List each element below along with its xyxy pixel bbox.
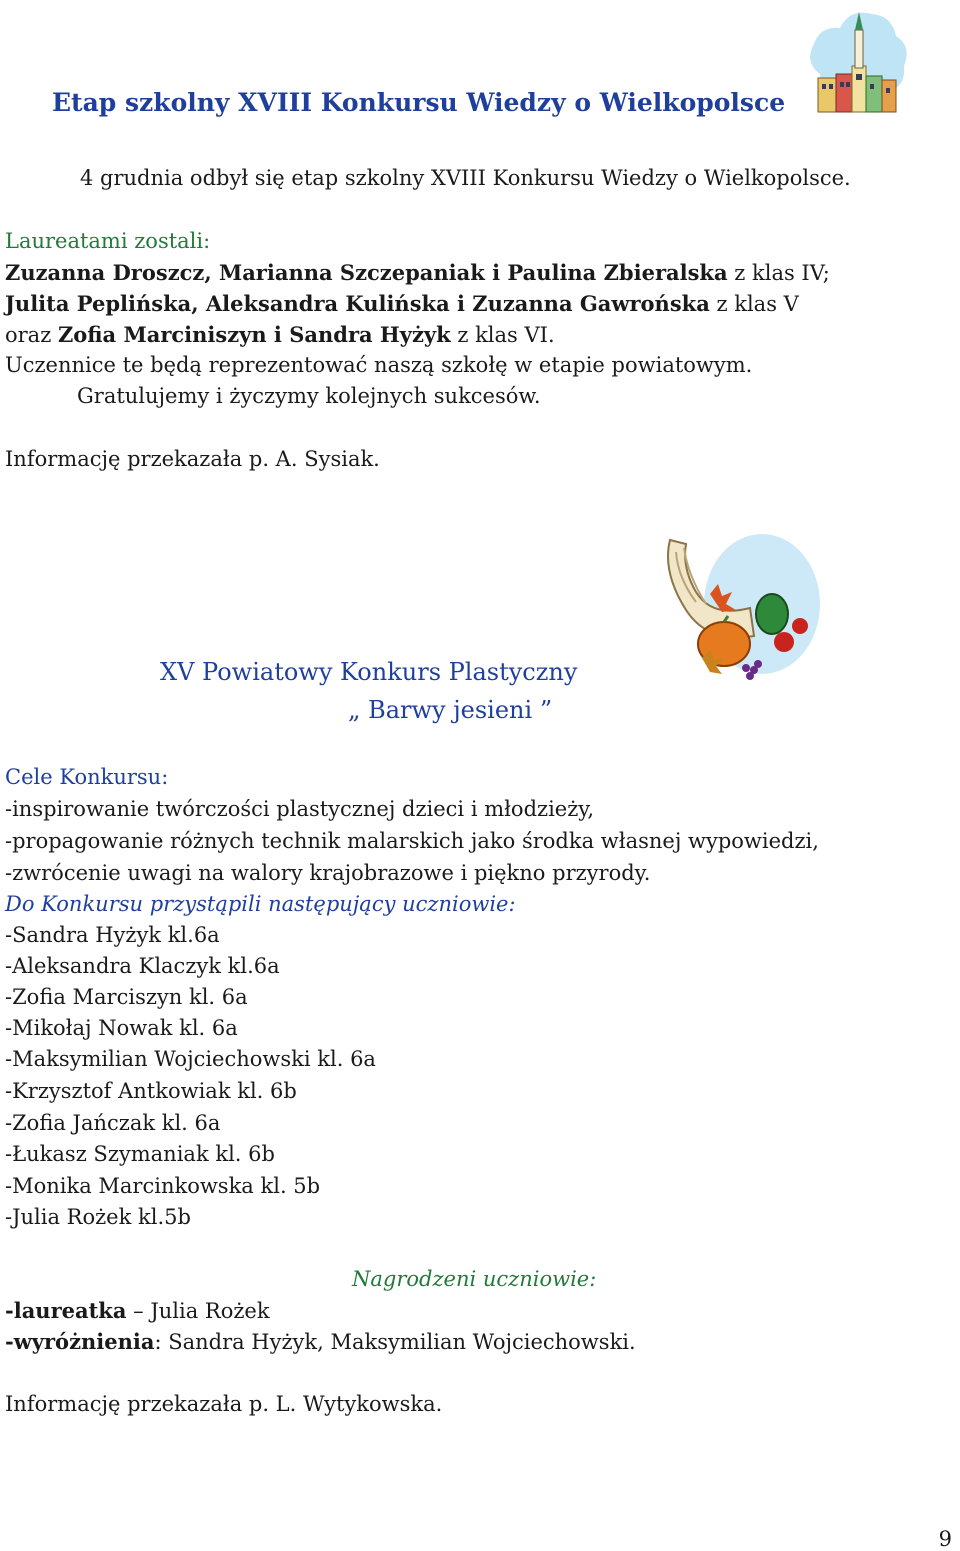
info-sysiak: Informację przekazała p. A. Sysiak. [5, 447, 380, 471]
congrats-text: Gratulujemy i życzymy kolejnych sukcesów. [77, 384, 541, 408]
participant-item: -Aleksandra Klaczyk kl.6a [5, 954, 280, 978]
contest-title: XV Powiatowy Konkurs Plastyczny [160, 658, 578, 686]
distinction-value: : Sandra Hyżyk, Maksymilian Wojciechowski. [154, 1330, 636, 1354]
cornucopia-icon [662, 532, 820, 688]
participant-item: -Julia Rożek kl.5b [5, 1205, 191, 1229]
poznan-town-hall-icon [800, 4, 912, 116]
participant-item: -Łukasz Szymaniak kl. 6b [5, 1142, 275, 1166]
represent-text: Uczennice te będą reprezentować naszą szkołę w etapie powiatowym. [5, 353, 753, 377]
participant-item: -Sandra Hyżyk kl.6a [5, 923, 220, 947]
laureates-prefix-3: oraz [5, 323, 58, 347]
laureates-line-3 [5, 319, 555, 351]
laureate-line [5, 1295, 270, 1327]
distinction-label: -wyróżnienia [5, 1329, 155, 1354]
participant-item: -Maksymilian Wojciechowski kl. 6a [5, 1047, 376, 1071]
goal-item: -zwrócenie uwagi na walory krajobrazowe i piękno przyrody. [5, 861, 651, 885]
goal-item: -inspirowanie twórczości plastycznej dzieci i młodzieży, [5, 797, 595, 821]
laureates-names-1: Zuzanna Droszcz, Marianna Szczepaniak i Paulina Zbieralska [5, 260, 728, 285]
section1-title: Etap szkolny XVIII Konkursu Wiedzy o Wielkopolsce [52, 88, 786, 117]
contest-subtitle: „ Barwy jesieni ” [348, 696, 553, 724]
participant-item: -Mikołaj Nowak kl. 6a [5, 1016, 238, 1040]
participant-item: -Zofia Marciszyn kl. 6a [5, 985, 248, 1009]
laureates-class-2: z klas V [709, 292, 799, 316]
distinction-line [5, 1326, 636, 1358]
intro-text: 4 grudnia odbył się etap szkolny XVIII Konkursu Wiedzy o Wielkopolsce. [80, 166, 851, 190]
goal-item: -propagowanie różnych technik malarskich jako środka własnej wypowiedzi, [5, 829, 819, 853]
participants-heading-text: Do Konkursu przystąpili następujący uczniowie: [5, 892, 516, 916]
goals-heading: Cele Konkursu: [5, 765, 169, 789]
laureate-label: -laureatka [5, 1298, 127, 1323]
awarded-heading [352, 1264, 596, 1295]
laureate-value: – Julia Rożek [126, 1299, 270, 1323]
laureates-line-1 [5, 257, 830, 289]
laureates-heading: Laureatami zostali: [5, 229, 211, 253]
page-number: 9 [938, 1527, 952, 1551]
laureates-class-3: z klas VI. [450, 323, 555, 347]
laureates-names-2: Julita Peplińska, Aleksandra Kulińska i Zuzanna Gawrońska [5, 291, 710, 316]
participant-item: -Monika Marcinkowska kl. 5b [5, 1174, 321, 1198]
laureates-line-2 [5, 288, 799, 320]
participant-item: -Krzysztof Antkowiak kl. 6b [5, 1079, 297, 1103]
info-wytykowska: Informację przekazała p. L. Wytykowska. [5, 1392, 443, 1416]
participant-item: -Zofia Jańczak kl. 6a [5, 1111, 221, 1135]
laureates-names-3: Zofia Marciniszyn i Sandra Hyżyk [57, 322, 451, 347]
laureates-class-1: z klas IV; [727, 261, 830, 285]
awarded-heading-text: Nagrodzeni uczniowie: [352, 1267, 597, 1291]
participants-heading [5, 889, 516, 920]
